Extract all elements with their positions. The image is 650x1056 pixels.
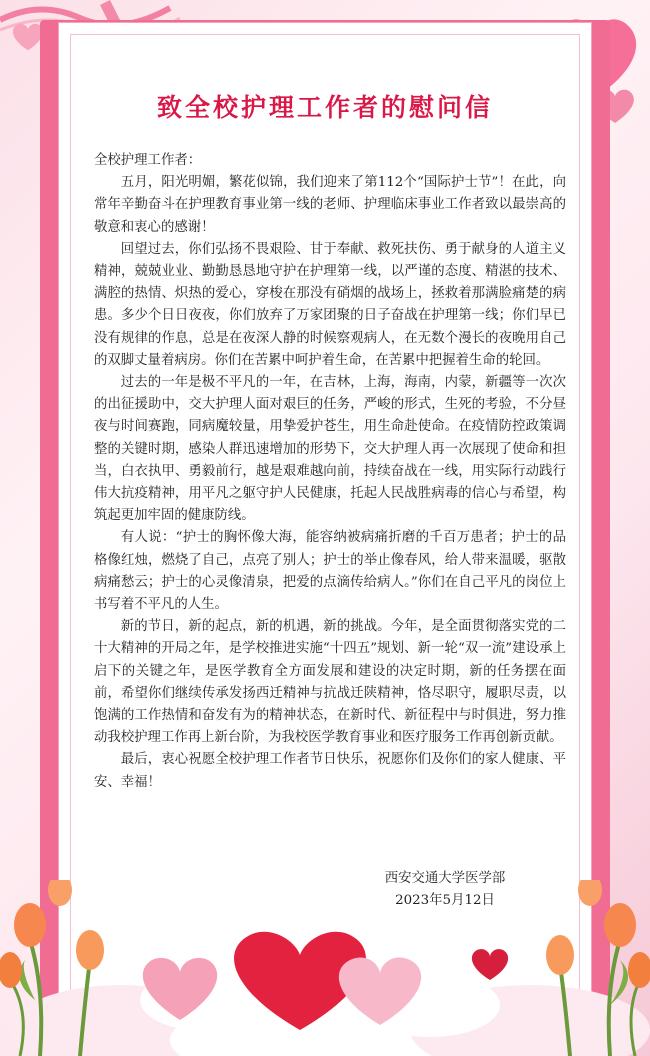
paragraph: 过去的一年是极不平凡的一年，在吉林，上海，海南，内蒙，新疆等一次次的出征援助中，交大护理人面对艰巨的任务，严峻的形式，生死的考验，不分昼夜与时间赛跑，同病魔较量，用挚爱护苍生，用生命赴使命。在疫情防控政策调整的关键时期，感染人群迅速增加的形势下，交大护理人再一次展现了使命和担当，白衣执甲、勇毅前行，越是艰难越向前，持续奋战在一线，用实际行动践行伟大抗疫精神，用平凡之躯守护人民健康，托起人民战胜病毒的信心与希望，构筑起更加牢固的健康防线。	[94, 375, 566, 524]
paragraph: 五月，阳光明媚，繁花似锦，我们迎来了第112个“国际护士节”！在此，向常年辛勤奋斗在护理教育事业第一线的老师、护理临床事业工作者致以最崇高的敬意和衷心的感谢！	[94, 175, 566, 235]
letter-body	[94, 150, 566, 794]
paragraph: 有人说：“护士的胸怀像大海，能容纳被病痛折磨的千百万患者；护士的品格像红烛，燃烧了自己，点亮了别人；护士的举止像春风，给人带来温暖，驱散病痛愁云；护士的心灵像清泉，把爱的点滴传给病人。”你们在自己平凡的岗位上书写着不平凡的人生。	[94, 530, 566, 613]
signature-org: 西安交通大学医学部	[384, 871, 506, 886]
bottom-decoration	[0, 880, 650, 1056]
salutation: 全校护理工作者：	[94, 153, 202, 168]
paragraph: 新的节日，新的起点，新的机遇，新的挑战。今年，是全面贯彻落实党的二十大精神的开局之年，是学校推进实施“十四五”规划、新一轮“双一流”建设承上启下的关键之年，是医学教育全方面发展和建设的决定时期，新的任务摆在面前，希望你们继续传承发扬西迁精神与抗战迁陕精神，恪尽职守，履职尽责，以饱满的工作热情和奋发有为的精神状态，在新时代、新征程中与时俱进，努力推动我校护理工作再上新台阶，为我校医学教育事业和医疗服务工作再创新贡献。	[94, 619, 566, 746]
signature-date: 2023年5月12日	[395, 893, 495, 908]
letter-title: 致全校护理工作者的慰问信	[156, 93, 493, 122]
paragraph: 最后，衷心祝愿全校护理工作者节日快乐，祝愿你们及你们的家人健康、平安、幸福！	[94, 752, 566, 790]
paragraph: 回望过去，你们弘扬不畏艰险、甘于奉献、救死扶伤、勇于献身的人道主义精神，兢兢业业、勤勤恳恳地守护在护理第一线，以严谨的态度、精湛的技术、满腔的热情、炽热的爱心，穿梭在那没有硝烟的战场上，拯救着那满脸痛楚的病患。多少个日日夜夜，你们放弃了万家团聚的日子奋战在护理第一线；你们早已没有规律的作息，总是在夜深人静的时候察观病人，在无数个漫长的夜晚用自己的双脚丈量着病房。你们在苦累中呵护着生命，在苦累中把握着生命的轮回。	[94, 241, 566, 368]
